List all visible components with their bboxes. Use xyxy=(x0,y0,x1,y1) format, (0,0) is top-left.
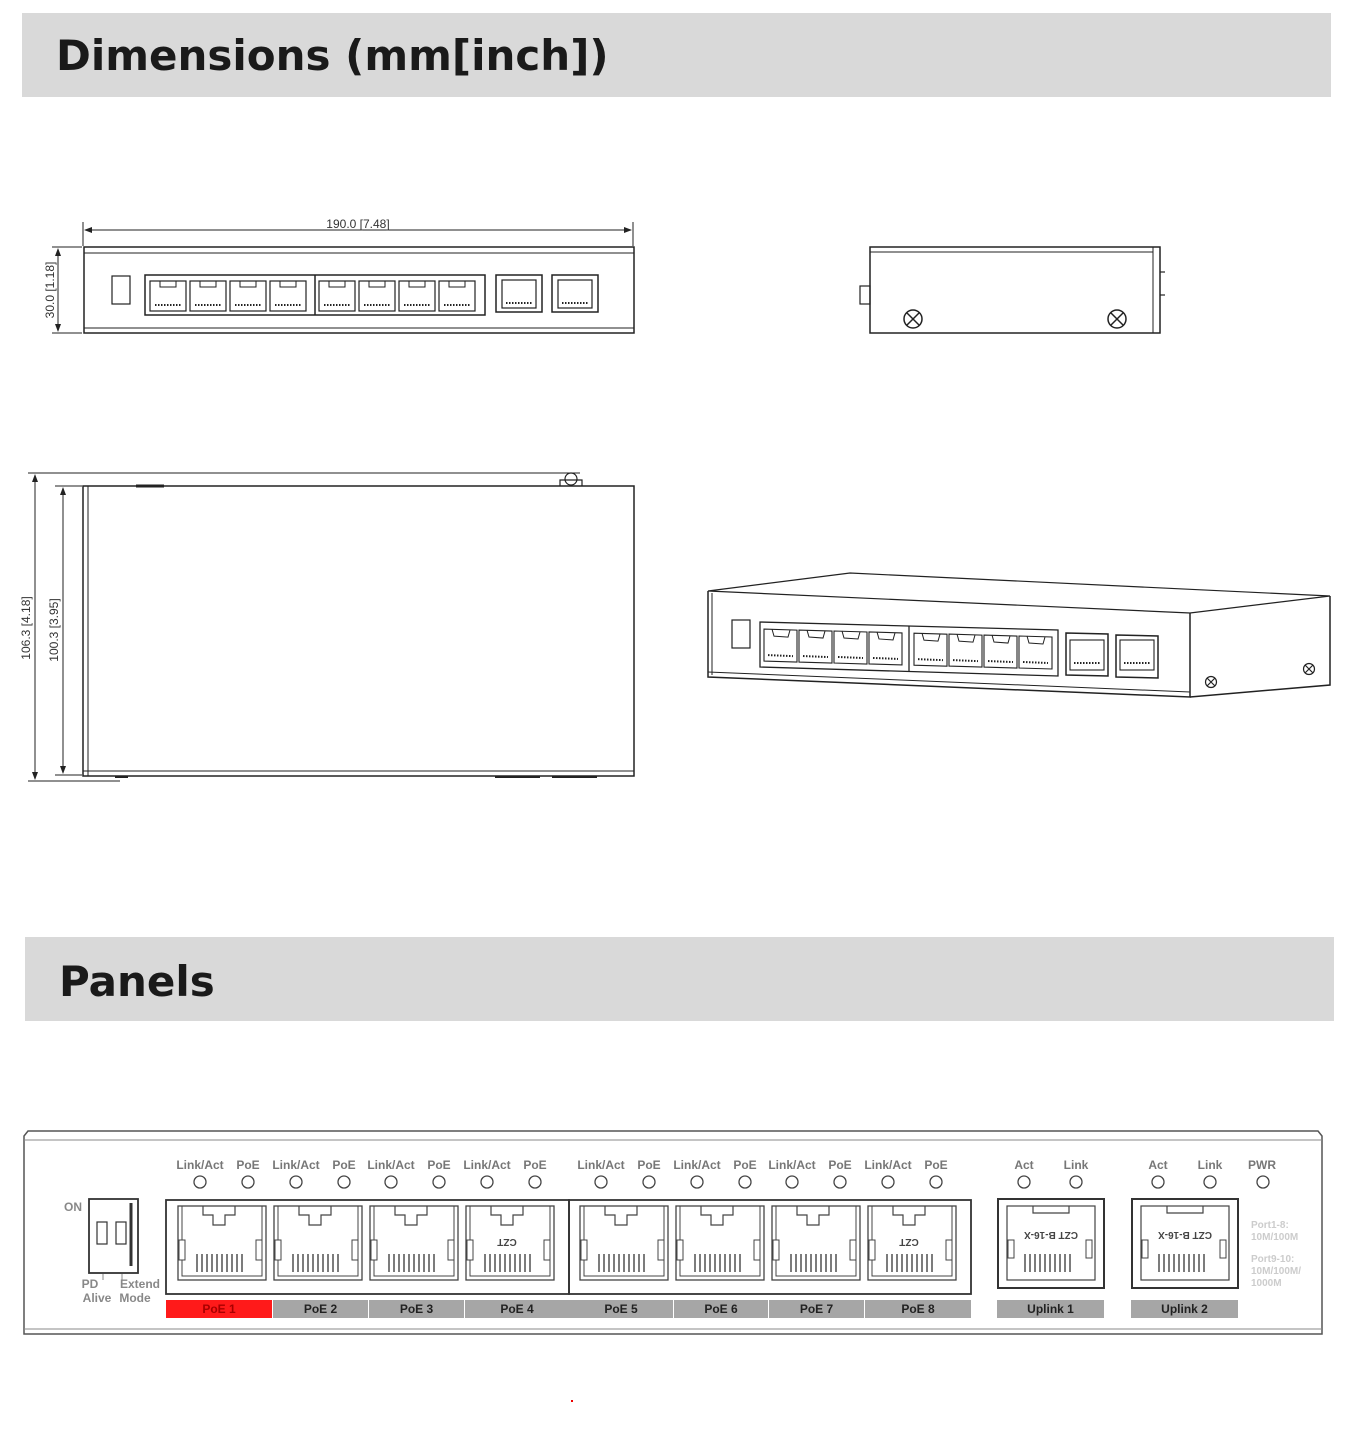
front-jack-tab xyxy=(160,281,176,287)
front-view-drawing xyxy=(52,222,634,333)
front-jack xyxy=(190,281,226,311)
front-jack-tab xyxy=(200,281,216,287)
rj45-led-slot xyxy=(658,1240,664,1260)
rj45-led-slot xyxy=(467,1240,473,1260)
iso-jack-pins xyxy=(988,661,1013,662)
rj45-led-slot xyxy=(946,1240,952,1260)
uplink-jack xyxy=(1141,1206,1229,1280)
led-label-act: Act xyxy=(1014,1158,1034,1172)
link-act-led xyxy=(595,1176,607,1188)
front-panel-drawing xyxy=(24,1131,1322,1334)
rj45-led-slot xyxy=(371,1240,377,1260)
rj45-led-slot xyxy=(275,1240,281,1260)
iso-jack xyxy=(914,633,947,666)
panels-title: Panels xyxy=(59,957,215,1006)
rj45-led-slot xyxy=(256,1240,262,1260)
link-act-led xyxy=(385,1176,397,1188)
iso-jack-pins xyxy=(803,656,828,657)
side-view-drawing xyxy=(860,247,1165,333)
led-label-poe: PoE xyxy=(332,1158,356,1172)
iso-jack xyxy=(834,631,867,664)
front-jack-tab xyxy=(449,281,465,287)
stray-mark xyxy=(571,1400,573,1402)
poe-led xyxy=(834,1176,846,1188)
poe-led xyxy=(433,1176,445,1188)
uplink-label-1: Uplink 1 xyxy=(1027,1302,1074,1316)
rj45-led-slot xyxy=(850,1240,856,1260)
dim-width-label: 190.0 [7.48] xyxy=(326,217,390,231)
link-act-led xyxy=(290,1176,302,1188)
act-led xyxy=(1152,1176,1164,1188)
poe-led xyxy=(242,1176,254,1188)
front-jack xyxy=(319,281,355,311)
link-led xyxy=(1070,1176,1082,1188)
front-jack xyxy=(270,281,306,311)
rj45-led-slot xyxy=(677,1240,683,1260)
link-act-led xyxy=(786,1176,798,1188)
uplink-led-slot xyxy=(1086,1240,1092,1258)
front-jack-tab xyxy=(409,281,425,287)
poe-led xyxy=(739,1176,751,1188)
rj45-led-slot xyxy=(352,1240,358,1260)
port-label-1: PoE 1 xyxy=(202,1302,236,1316)
uplink-led-slot xyxy=(1142,1240,1148,1258)
link-act-led xyxy=(691,1176,703,1188)
link-led xyxy=(1204,1176,1216,1188)
front-jack xyxy=(399,281,435,311)
uplink-label-2: Uplink 2 xyxy=(1161,1302,1208,1316)
speed-note-2-line2: 10M/100M/ xyxy=(1251,1266,1302,1277)
iso-jack-pins xyxy=(953,660,978,661)
iso-uplink-jack xyxy=(1120,640,1154,670)
iso-jack xyxy=(1019,636,1052,669)
uplink-led-slot xyxy=(1008,1240,1014,1258)
port-label-3: PoE 3 xyxy=(399,1302,434,1316)
speed-note-2-line1: Port9-10: xyxy=(1251,1254,1295,1265)
dim-depth-inner-label: 100.3 [3.95] xyxy=(47,598,61,662)
uplink-jack-mark: CZT B-16-X xyxy=(1158,1229,1212,1240)
poe-led xyxy=(338,1176,350,1188)
speed-note-2-line3: 1000M xyxy=(1251,1278,1282,1289)
front-jack xyxy=(359,281,395,311)
led-label-link-act: Link/Act xyxy=(864,1158,912,1172)
top-view-drawing xyxy=(28,473,634,781)
led-label-link-act: Link/Act xyxy=(673,1158,721,1172)
iso-jack-pins xyxy=(768,655,793,656)
extend-mode-line1: Extend xyxy=(119,1277,161,1291)
led-label-poe: PoE xyxy=(924,1158,948,1172)
on-label: ON xyxy=(64,1200,82,1214)
rj45-led-slot xyxy=(773,1240,779,1260)
led-label-link: Link xyxy=(1063,1158,1089,1172)
front-jack-tab xyxy=(369,281,385,287)
led-label-poe: PoE xyxy=(236,1158,260,1172)
link-act-led xyxy=(481,1176,493,1188)
rj45-led-slot xyxy=(179,1240,185,1260)
dimensions-title: Dimensions (mm[inch]) xyxy=(56,31,609,80)
led-label-act: Act xyxy=(1148,1158,1168,1172)
led-label-link-act: Link/Act xyxy=(463,1158,511,1172)
front-jack-tab xyxy=(329,281,345,287)
port-label-4: PoE 4 xyxy=(500,1302,534,1316)
jack-mark: CZT xyxy=(497,1236,517,1247)
port-label-7: PoE 7 xyxy=(799,1302,834,1316)
uplink-led-slot xyxy=(1220,1240,1226,1258)
led-label-poe: PoE xyxy=(427,1158,451,1172)
iso-uplink-jack xyxy=(1070,640,1104,670)
led-label-link: Link xyxy=(1197,1158,1223,1172)
led-label-link-act: Link/Act xyxy=(768,1158,816,1172)
led-label-poe: PoE xyxy=(828,1158,852,1172)
front-jack xyxy=(150,281,186,311)
poe-led xyxy=(643,1176,655,1188)
front-jack-tab xyxy=(240,281,256,287)
iso-jack-pins xyxy=(873,658,898,659)
extend-mode-line2: Mode xyxy=(119,1291,151,1305)
front-jack xyxy=(230,281,266,311)
iso-jack xyxy=(984,635,1017,668)
pwr-label: PWR xyxy=(1248,1158,1276,1172)
uplink-jack xyxy=(1007,1206,1095,1280)
rj45-led-slot xyxy=(581,1240,587,1260)
speed-note-1-line1: Port1-8: xyxy=(1251,1220,1289,1231)
led-label-link-act: Link/Act xyxy=(272,1158,320,1172)
iso-jack-pins xyxy=(918,659,943,660)
link-act-led xyxy=(882,1176,894,1188)
led-label-link-act: Link/Act xyxy=(176,1158,224,1172)
speed-note-1-line2: 10M/100M xyxy=(1251,1232,1299,1243)
dim-depth-outer-label: 106.3 [4.18] xyxy=(19,596,33,660)
iso-jack-pins xyxy=(1023,662,1048,663)
led-label-link-act: Link/Act xyxy=(367,1158,415,1172)
rj45-led-slot xyxy=(869,1240,875,1260)
front-jack xyxy=(439,281,475,311)
poe-led xyxy=(529,1176,541,1188)
jack-mark: CZT xyxy=(899,1236,919,1247)
dim-height-label: 30.0 [1.18] xyxy=(43,261,57,319)
rj45-led-slot xyxy=(544,1240,550,1260)
iso-jack xyxy=(949,634,982,667)
pwr-led xyxy=(1257,1176,1269,1188)
led-label-poe: PoE xyxy=(733,1158,757,1172)
isometric-view-drawing xyxy=(708,573,1330,697)
front-jack-tab xyxy=(280,281,296,287)
uplink-jack-mark: CZT B-16-X xyxy=(1024,1229,1078,1240)
led-label-poe: PoE xyxy=(637,1158,661,1172)
rj45-led-slot xyxy=(448,1240,454,1260)
pd-alive-line1: PD xyxy=(81,1277,99,1291)
led-label-poe: PoE xyxy=(523,1158,547,1172)
pd-alive-line2: Alive xyxy=(82,1291,112,1305)
port-label-2: PoE 2 xyxy=(303,1302,338,1316)
iso-jack xyxy=(869,632,902,665)
iso-jack xyxy=(764,629,797,662)
port-label-6: PoE 6 xyxy=(704,1302,738,1316)
rj45-led-slot xyxy=(754,1240,760,1260)
iso-jack xyxy=(799,630,832,663)
port-label-8: PoE 8 xyxy=(901,1302,935,1316)
port-label-5: PoE 5 xyxy=(604,1302,638,1316)
link-act-led xyxy=(194,1176,206,1188)
led-label-link-act: Link/Act xyxy=(577,1158,625,1172)
act-led xyxy=(1018,1176,1030,1188)
poe-led xyxy=(930,1176,942,1188)
iso-jack-pins xyxy=(838,657,863,658)
